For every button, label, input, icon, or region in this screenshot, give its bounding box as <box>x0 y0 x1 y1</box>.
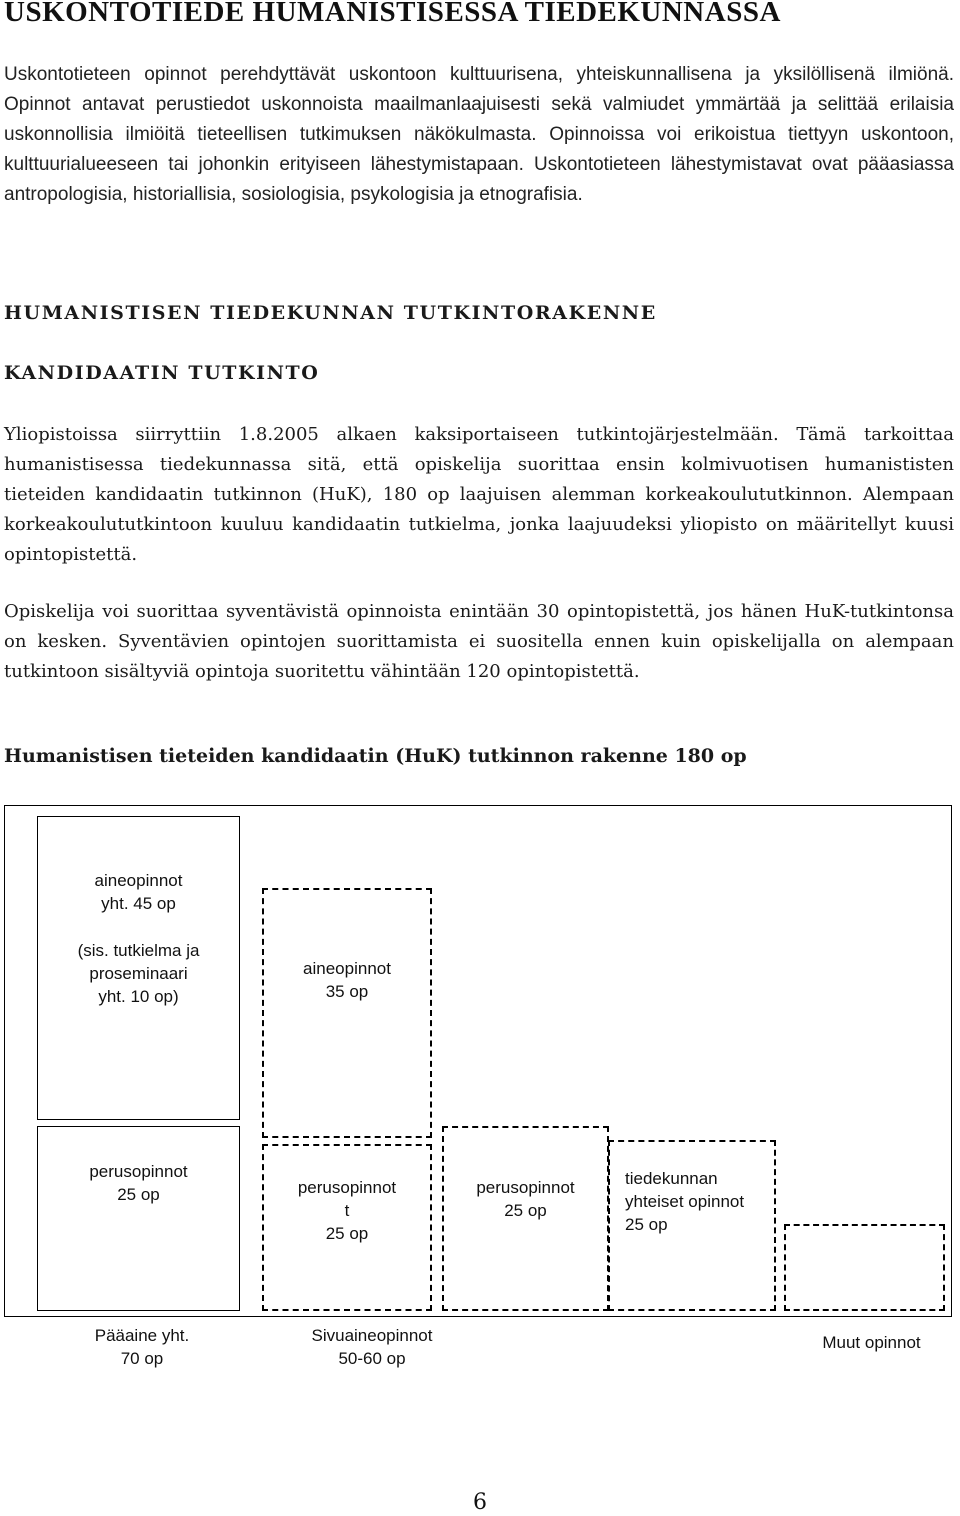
minor-intermediate-text: aineopinnot 35 op <box>303 959 391 1001</box>
major-basic-box <box>37 1126 240 1311</box>
minor-total-label: Sivuaineopinnot 50-60 op <box>311 1326 433 1368</box>
minor-basic-1-text: perusopinnot t 25 op <box>297 1178 397 1243</box>
major-basic-text: perusopinnot 25 op <box>89 1162 188 1204</box>
section-heading-structure: HUMANISTISEN TIEDEKUNNAN TUTKINTORAKENNE <box>4 302 657 324</box>
intro-paragraph: Uskontotieteen opinnot perehdyttävät uskontoon kulttuurisena, yhteiskunnallisena ja yksilöllisenä ilmiönä. Opinnot antavat perustiedot uskonnoista maailmanlaajuisesti sekä valmiudet ymmärtää ja selittää erilaisia uskonnollisia ilmiöitä tieteellisen tutkimuksen näkökulmasta. Opinnoissa voi erikoistua tiettyyn uskontoon, kulttuurialueeseen tai johonkin erityiseen lähestymistapaan. Uskontotieteen lähestymistavat ovat pääasiassa antropologisia, historiallisia, sosiologisia, psykologisia ja etnografisia. <box>4 64 954 205</box>
degree-structure-diagram <box>4 805 952 1368</box>
major-intermediate-text: aineopinnot yht. 45 op (sis. tutkielma ja proseminaari yht. 10 op) <box>77 871 200 1006</box>
faculty-common-text: tiedekunnan yhteiset opinnot 25 op <box>625 1169 745 1234</box>
page-number: 6 <box>473 1490 487 1515</box>
minor-intermediate-box <box>262 888 432 1138</box>
major-total-label: Pääaine yht. 70 op <box>94 1326 190 1368</box>
minor-basic-2-text: perusopinnot 25 op <box>476 1178 575 1220</box>
other-studies-label: Muut opinnot <box>822 1333 921 1352</box>
other-studies-box <box>784 1224 945 1311</box>
section-heading-degree: KANDIDAATIN TUTKINTO <box>4 362 320 384</box>
diagram-heading: Humanistisen tieteiden kandidaatin (HuK) tutkinnon rakenne 180 op <box>4 745 747 767</box>
page-title: USKONTOTIEDE HUMANISTISESSA TIEDEKUNNASSA <box>4 0 781 28</box>
degree-paragraph: Yliopistoissa siirryttiin 1.8.2005 alkaen kaksiportaiseen tutkintojärjestelmään. Tämä tarkoittaa humanistisessa tiedekunnassa sitä, että opiskelija suorittaa ensin kolmivuotisen humanististen tieteiden kandidaatin tutkinnon (HuK), 180 op laajuisen alemman korkeakoulututkinnon. Alempaan korkeakoulututkintoon kuuluu kandidaatin tutkielma, jonka laajuudeksi yliopisto on määritellyt kuusi opintopistettä. <box>4 424 954 565</box>
advanced-studies-paragraph: Opiskelija voi suorittaa syventävistä opinnoista enintään 30 opintopistettä, jos hänen HuK-tutkintonsa on kesken. Syventävien opintojen suorittamista ei suositella ennen kuin opiskelijalla on alempaan tutkintoon sisältyviä opintoja suoritettu vähintään 120 opintopistettä. <box>4 601 954 682</box>
